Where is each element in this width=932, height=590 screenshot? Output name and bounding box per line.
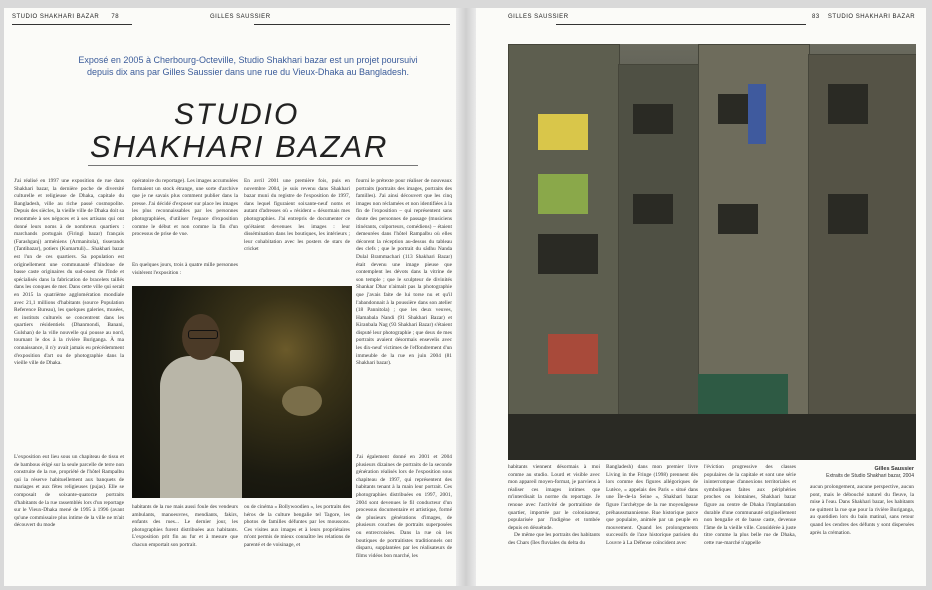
right-page — [476, 8, 926, 586]
text-column-4: fourni le prétexte pour réaliser de nouveaux portraits (portraits des images, portraits des familles). J'ai ainsi découvert que les cinq images non réclamées et non identifiées à la fin de l'exposition – qui représentent sans doute des personnes de passage (musiciens itinérants, colporteurs, comédiens) – étaient demeurées dans l'hôtel Rampalbu où elles décorent la réception au-dessus du tableau des clefs ; que le portrait du sâdhu Nanda Dulal Brammachari (113 Shakhari Bazar) était devenu une image pieuse que contemplent les dévots dans la vitrine de son temple ; que le sculpteur de divinités Shankar Dhar n'aimait pas la photographie que j'avais faite de lui torse nu et qu'il l'abandonnait à la poussière dans son atelier (18 Pannitola) ; que les deux veuves, Hamabala Nandi (91 Shakhari Bazar) et Kiranbala Nag (93 Shakhari Bazar) s'étaient disputé leur photographie ; que deux de mes portraits avaient désormais ensevelis avec les dix-neuf victimes de l'effondrement d'un immeuble de la rue en juin 2004 (81 Shakhari bazar). — [356, 178, 452, 367]
running-head-title: STUDIO SHAKHARI BAZAR — [12, 14, 100, 20]
window-shape — [538, 234, 598, 274]
text-column-2b: En quelques jours, trois à quatre mille personnes visitèrent l'exposition : — [132, 262, 238, 276]
window-shape — [633, 194, 673, 224]
window-shape — [633, 104, 673, 134]
portrait-photo — [132, 286, 352, 498]
window-shape — [718, 204, 758, 234]
window-shape — [828, 84, 868, 124]
author-head-left: GILLES SAUSSIER — [210, 14, 271, 20]
page-number-left: 78 — [111, 14, 120, 20]
man-body-shape — [160, 356, 242, 498]
cup-shape — [230, 350, 244, 362]
window-shape — [548, 334, 598, 374]
running-head-title: STUDIO SHAKHARI BAZAR — [827, 14, 916, 20]
window-shape — [828, 194, 868, 234]
street-photo — [508, 44, 916, 460]
text-column-4: aucun prolongement, aucune perspective, aucun pont, mais le débouché naturel du fleuve, la mise à l'eau. Dans Shakhari bazar, les habitants ne quittent la rue que pour la rivière Buriganga, au quotidien lors du bain matinal, sans retour quand les cendres des défunts y sont dispersées après la crémation. — [810, 484, 914, 536]
text-column-4b: J'ai également donné en 2001 et 2004 plusieurs dizaines de portraits de la seconde génération réalisés lors de l'exposition sous chapiteau de 1997, qui représentent des habitants tenant à la main leur portrait. Ces photographies distribuées en 1997, 2001, 2004 sont devenues le fil conducteur d'un processus documentaire et artistique, formé de plusieurs générations d'images, de plusieurs couches de portraits superposées ou entrecroisées. Dans la rue où les boutiques de portraitistes traditionnels ont disparu, supplantées par les réalisateurs de films vidéos bon marché, les — [356, 454, 452, 559]
photo-caption — [808, 466, 914, 479]
text-column-2: Bangladesh) dans mon premier livre Living in the Fringe (1998) prennent dès lors comme des figures allégoriques de Lutèce, « appelais des Paris » situé dans une Île-de-la Seine », Shakhari bazar figure l'archétype de la rue moyenâgeuse préhaussmannienne. Rue historique parce que populaire, animée par un peuple en mouvement. Quand les prolongements successifs de l'axe historique parisien du Louvre à La Défense coïncident avec — [606, 464, 698, 546]
text-para: De même que les portraits des habitants des Chars (îles fluviales du delta du — [508, 532, 600, 546]
binding-gutter — [456, 8, 476, 586]
text-column-2c: habitants de la rue mais aussi foule des vendeurs ambulants, manoeuvres, mendiants, fakirs, enfants des rues... Le dernier jour, les photographies furent distribuées aux habitants. L'exposition prit fin au fur et à mesure que chacun emportait son portrait. — [132, 504, 238, 548]
author-head-right: GILLES SAUSSIER — [508, 14, 569, 20]
intro-text: Exposé en 2005 à Cherbourg-Octeville, Studio Shakhari bazar est un projet poursuivi depuis dix ans par Gilles Saussier dans une rue du Vieux-Dhaka au Bangladesh. — [78, 55, 418, 77]
title-line-2: SHAKHARI BAZAR — [90, 129, 389, 164]
text-column-3: En avril 2001 une première fois, puis en novembre 2004, je suis revenu dans Shakhari bazar muni du registre de l'exposition de 1997, dans lequel figuraient soixante-neuf noms et autant d'adresses où « résident » désormais mes photographies. J'ai entrepris de documenter ce qu'étaient devenues les images : leur dissémination dans les boutiques, les intérieurs ; leur cohabitation avec les posters de stars de cricket — [244, 178, 350, 253]
title-rule — [88, 165, 418, 166]
caption-text: Extraits de Studio Shakhari bazar, 2004 — [826, 472, 914, 479]
text-column-3: l'éviction progressive des classes populaires de la capitale et sont une série ininterrompue d'annexions territoriales et symboliques faites aux périphéries proches ou lointaines, Shakhari bazar figure au centre de Dhaka l'implantation durable d'une communauté originellement non bengalie et de basse caste, devenue l'âme de la vieille ville. Considérée à juste titre comme la plus belle rue de Dhaka, cette rue-marché n'appelle — [704, 464, 796, 546]
window-shape — [538, 174, 588, 214]
laundry-shape — [748, 84, 766, 144]
street-shape — [508, 414, 916, 460]
caption-name: Gilles Saussier — [874, 466, 914, 472]
awning-shape — [698, 374, 788, 414]
text-para: habitants viennent désormais à moi comme au studio. Lourd et visible avec mon appareil moyen-format, je parviens à réaliser ces images intimes que m'interdisait la norme du reportage. Je renoue avec l'activité de portraitiste de quartier, importée par le colonisateur, popularisée par l'indigène et tombée depuis en désuétude. — [508, 464, 600, 531]
header-rule — [12, 24, 132, 25]
left-page — [4, 8, 456, 586]
text-column-2: opératoire du reportage). Les images accumulées formaient un stock étrange, une sorte d'archive que je ne savais plus comment publier dans la presse. J'ai décidé d'exposer sur place les images les plus reconnaissables par les personnes photographiées, d'utiliser l'espace d'exposition comme le début et non comme la fin d'un processus de prise de vue. — [132, 178, 238, 238]
text-column-1: J'ai réalisé en 1997 une exposition de rue dans Shakhari bazar, la dernière poche de diversité culturelle et religieuse de Dhaka, capitale du Bangladesh, ville au riche passé cosmopolite. Depuis des siècles, la vieille ville de Dhaka doit sa renommée à ses négoces et à ses artisans qui ont donné leurs noms à de nombreux quartiers : marchands portugais (Firingi bazar) français (Farashganj) arméniens (Armanitola), tisserands (Tantibazar), potiers (Kumartuli)... Shakhari bazar est l'un de ces quartiers. Sa population est originellement une communauté d'hindoue de basse caste originaires du sud-ouest de l'Inde et spécialisés dans la fabrication de bracelets taillés dans les conques de mer. Dans cette ville qui serait en 2015 la quatrième agglomération mondiale avec 21,1 millions d'habitants (source Population Reference Bureau), les quelques galeries, musées, et instituts culturels se concentrent dans les quartiers résidentiels (Dhanmondi, Banani, Gulshan) de la ville nouvelle qui pousse au nord, tournant le dos à la rivière Buriganga. À ma connaissance, il n'y avait jamais eu précédemment d'exposition d'art ou de photographie dans la vieille ville de Dhaka. — [14, 178, 124, 367]
text-column-3b: ou de cinéma « Bollywoodien », les portraits des héros de la culture bengalie tel Tagore, les photos de familles défuntes par les moussons. Ces visites aux images et à leurs propriétaires m'ont permis de mieux connaître les relations de parenté et de voisinage, et — [244, 504, 350, 548]
kettle-shape — [282, 386, 322, 416]
text-column-1b: L'exposition eut lieu sous un chapiteau de tissu et de bambous érigé sur la seule parcelle de terre non construite de la rue, propriété de l'hôtel Rampalbu qui la réserve habituellement aux banquets de mariages et aux fêtes religieuses (pujas). Elle se composait de soixante-quatorze portraits d'habitants de la rue rassemblés lors d'un reportage sur le Vieux-Dhaka mené de 1995 à 1996 (avant qu'une commissaire plus intime de la ville ne m'ait découvert du mode — [14, 454, 124, 529]
running-head-right — [812, 14, 915, 20]
title-line-1: STUDIO — [174, 98, 300, 131]
page-number-right: 83 — [812, 14, 820, 20]
text-column-1 — [508, 464, 600, 582]
glasses-shape — [188, 330, 218, 339]
header-rule — [254, 24, 450, 25]
window-shape — [538, 114, 588, 150]
running-head-left — [12, 14, 119, 20]
header-rule — [556, 24, 806, 25]
